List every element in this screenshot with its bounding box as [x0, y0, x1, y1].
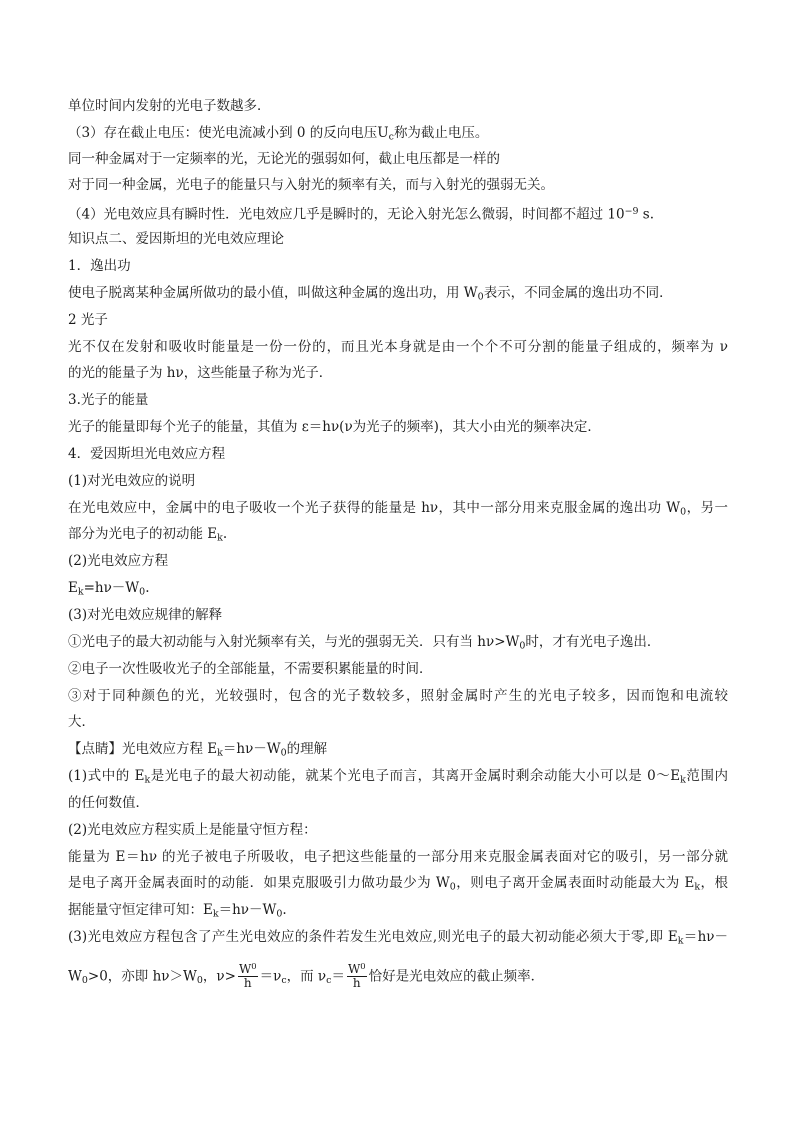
subheading — [68, 444, 225, 464]
text: 在光电效应中，金属中的电子吸收一个光子获得的能量是 hν，其中一部分用来克服金属的逸出功 W — [68, 500, 681, 516]
superscript: −9 — [624, 206, 639, 217]
text: (2)光电效应方程 — [68, 553, 169, 569]
subscript: k — [144, 774, 151, 786]
text: 知识点二、爱因斯坦的光电效应理论 — [68, 231, 284, 247]
text: ②电子一次性吸收光子的全部能量，不需要积累能量的时间． — [68, 661, 433, 677]
text: ③对于同种颜色的光，光较强时，包含的光子数较多，照射金属时产生的光电子较多，因而饱和电流较 — [68, 688, 728, 704]
text-line — [68, 524, 227, 548]
note-heading — [68, 739, 327, 763]
text: E — [68, 580, 78, 596]
subheading — [68, 390, 148, 410]
text: ＝hν－ — [683, 929, 728, 945]
text-line — [68, 659, 433, 679]
subscript: 0 — [196, 974, 203, 986]
subscript: k — [677, 935, 684, 947]
text: W — [347, 961, 361, 976]
text: (1)对光电效应的说明 — [68, 473, 196, 489]
text-line — [68, 793, 149, 813]
text: (2)光电效应方程实质上是能量守恒方程： — [68, 822, 317, 838]
text-line — [68, 873, 728, 897]
superscript: 0 — [251, 961, 257, 971]
formula-line — [68, 962, 544, 992]
fraction — [238, 960, 258, 990]
text: 单位时间内发射的光电子数越多． — [68, 98, 271, 114]
text: 同一种金属对于一定频率的光，无论光的强弱如何，截止电压都是一样的 — [68, 151, 500, 167]
subscript: 0 — [280, 747, 287, 759]
text-line — [68, 363, 332, 383]
text: （4）光电效应具有瞬时性．光电效应几乎是瞬时的，无论入射光怎么微弱，时间都不超过 10 — [68, 206, 625, 223]
text: 3.光子的能量 — [68, 392, 149, 408]
subscript: k — [217, 532, 223, 544]
text-line — [68, 283, 673, 307]
text-line — [68, 551, 168, 571]
superscript: 0 — [360, 961, 366, 971]
text: ＝hν－W — [222, 741, 281, 757]
text: ＝ν — [259, 968, 282, 985]
text: ，ν> — [202, 968, 236, 985]
fraction-denominator: h — [243, 975, 252, 990]
subscript: 0 — [680, 506, 687, 518]
text: W — [68, 968, 82, 985]
text-line — [68, 202, 654, 224]
text: 时，才有光电子逸出． — [525, 634, 661, 650]
text-line — [68, 96, 271, 116]
text-line — [68, 175, 554, 195]
text: ，而 ν — [286, 968, 327, 985]
text: =hν－W — [83, 580, 140, 596]
text: 是电子离开金属表面时的动能．如果克服吸引力做功最少为 W — [68, 875, 450, 891]
text: 部分为光电子的初动能 E — [68, 526, 218, 542]
text-line — [68, 847, 728, 867]
text: (1)式中的 E — [68, 768, 145, 784]
text: 表示，不同金属的逸出功不同． — [483, 285, 673, 301]
text: s. — [638, 206, 654, 223]
text-line — [68, 766, 728, 790]
text-line — [68, 605, 222, 625]
text-line — [68, 900, 287, 924]
text: ①光电子的最大初动能与入射光频率有关，与光的强弱无关．只有当 hν>W — [68, 634, 520, 650]
text-line — [68, 149, 500, 169]
text-line — [68, 686, 728, 706]
subscript: c — [326, 974, 332, 986]
subscript: 0 — [139, 586, 146, 598]
text: ，根 — [700, 875, 729, 891]
text: 2 光子 — [68, 312, 108, 328]
text-line — [68, 820, 317, 840]
text: 能量为 E＝hν 的光子被电子所吸收，电子把这些能量的一部分用来克服金属表面对它的吸引，另一部分就 — [68, 849, 728, 865]
fraction — [347, 960, 367, 990]
text-line — [68, 498, 728, 522]
text-line — [68, 123, 488, 147]
text: 4．爱因斯坦光电效应方程 — [68, 446, 226, 462]
text: (3)光电效应方程包含了产生光电效应的条件若发生光电效应,则光电子的最大初动能必须大于零,即 E — [68, 929, 678, 945]
section-heading — [68, 229, 284, 249]
subscript: 0 — [477, 291, 484, 303]
text: 1．逸出功 — [68, 258, 131, 274]
text-line — [68, 632, 660, 656]
text-line — [68, 471, 195, 491]
text: (3)对光电效应规律的解释 — [68, 607, 223, 623]
text: 据能量守恒定律可知：E — [68, 902, 213, 918]
text: 光不仅在发射和吸收时能量是一份一份的，而且光本身就是由一个个不可分割的能量子组成的，频率为 ν — [68, 339, 728, 355]
text-line — [68, 337, 728, 357]
text: ，另一 — [686, 500, 729, 516]
text: 的光的能量子为 hν，这些能量子称为光子． — [68, 365, 333, 381]
text: 称为截止电压。 — [393, 125, 489, 141]
text: 大． — [68, 714, 95, 730]
subscript: 0 — [81, 974, 88, 986]
text: （3）存在截止电压：使光电流减小到 0 的反向电压U — [68, 125, 389, 141]
text: ＝hν－W — [218, 902, 277, 918]
subscript: 0 — [276, 908, 283, 920]
text: 【点睛】光电效应方程 E — [68, 741, 218, 757]
subheading — [68, 310, 108, 330]
fraction-numerator — [347, 960, 367, 977]
subscript: k — [212, 908, 219, 920]
text: . — [145, 580, 150, 596]
text: . — [222, 526, 228, 542]
text: 范围内 — [685, 768, 729, 784]
subscript: 0 — [449, 881, 456, 893]
fraction-denominator: h — [352, 975, 361, 990]
text: 的任何数值． — [68, 795, 149, 811]
fraction-numerator — [238, 960, 258, 977]
subscript: k — [77, 586, 84, 598]
subscript: k — [680, 774, 686, 786]
text-line — [68, 712, 95, 732]
text: 对于同一种金属，光电子的能量只与入射光的频率有关，而与入射光的强弱无关。 — [68, 177, 554, 193]
text: ，则电子离开金属表面时动能最大为 E — [455, 875, 695, 891]
subscript: k — [217, 747, 223, 759]
text: . — [282, 902, 287, 918]
subscript: k — [694, 881, 701, 893]
text-line — [68, 417, 601, 437]
text: W — [238, 961, 252, 976]
text: >0，亦即 hν＞W — [87, 968, 197, 985]
text: 是光电子的最大初动能，就某个光电子而言，其离开金属时剩余动能大小可以是 0～E — [150, 768, 681, 784]
text: 的理解 — [286, 741, 328, 757]
subscript: c — [388, 131, 394, 143]
text: 恰好是光电效应的截止频率． — [368, 968, 545, 985]
subheading — [68, 256, 131, 276]
text: 使电子脱离某种金属所做功的最小值，叫做这种金属的逸出功，用 W — [68, 285, 478, 301]
subscript: 0 — [519, 640, 526, 652]
text: 光子的能量即每个光子的能量，其值为 ε＝hν(ν为光子的频率)，其大小由光的频率决定． — [68, 419, 601, 435]
text: ＝ — [331, 968, 345, 985]
subscript: c — [281, 974, 287, 986]
text-line — [68, 927, 728, 951]
formula-line — [68, 578, 149, 602]
